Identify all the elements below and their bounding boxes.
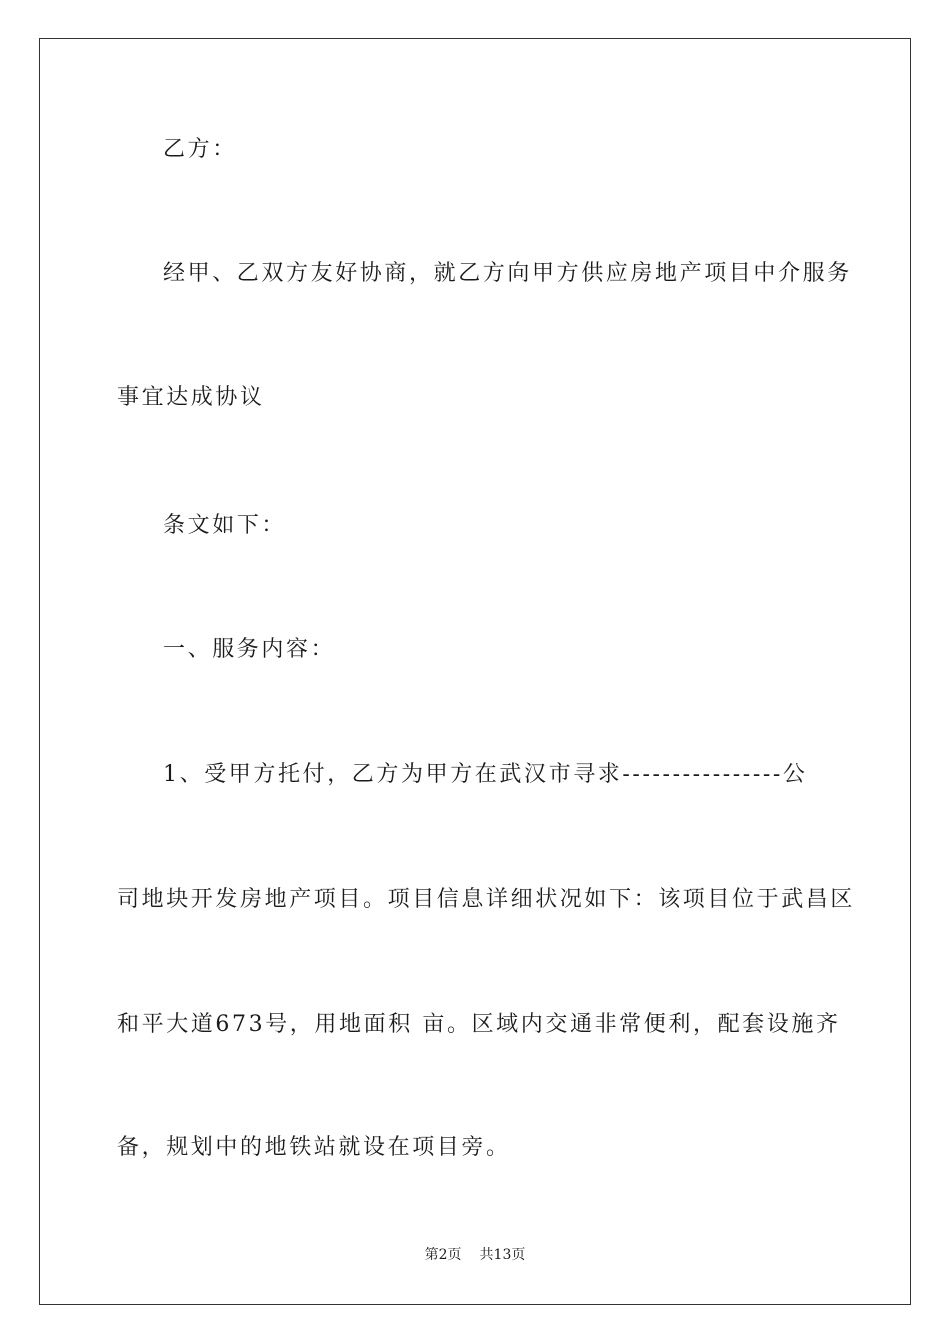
clause-1-line-2: 司地块开发房地产项目。项目信息详细状况如下：该项目位于武昌区: [117, 887, 856, 912]
clause-1-line-4: 备，规划中的地铁站就设在项目旁。: [117, 1135, 511, 1160]
page-footer: [0, 1245, 950, 1265]
page-total: 共13页: [479, 1247, 526, 1263]
clause-1-line-3: 和平大道673号，用地面积 亩。区域内交通非常便利，配套设施齐: [117, 1012, 841, 1037]
clause-1-line-1: 1、受甲方托付，乙方为甲方在武汉市寻求----------------公: [163, 762, 808, 787]
page-number: 第2页: [424, 1247, 462, 1263]
page-border: [39, 38, 911, 1305]
clauses-heading: 条文如下：: [163, 513, 287, 538]
section-service-content-heading: 一、服务内容：: [163, 637, 336, 662]
party-b-label: 乙方：: [163, 137, 237, 162]
agreement-intro-line-2: 事宜达成协议: [117, 385, 265, 410]
agreement-intro-line-1: 经甲、乙双方友好协商，就乙方向甲方供应房地产项目中介服务: [163, 261, 852, 286]
